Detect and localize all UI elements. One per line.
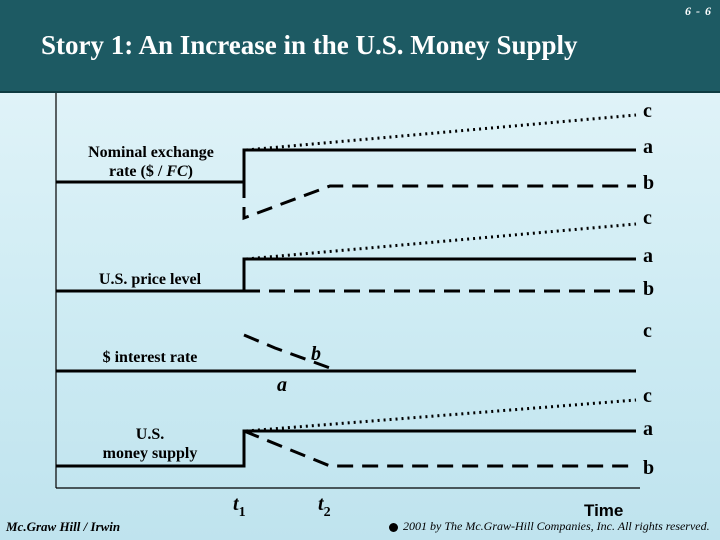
- money-supply-path-c: [246, 400, 636, 431]
- interest-rate-curve-c: c: [643, 320, 652, 342]
- exchange-rate-curve-c: c: [643, 100, 652, 122]
- publisher-label: Mc.Graw Hill / Irwin: [6, 519, 121, 534]
- money-supply-panel: [56, 385, 654, 479]
- price-level-curve-c: c: [643, 207, 652, 229]
- price-level-curve-b: b: [643, 278, 655, 300]
- interest-rate-panel: [56, 320, 652, 396]
- exchange-rate-curve-b: b: [643, 172, 655, 194]
- copyright-text: 2001 by The Mc.Graw-Hill Companies, Inc. All rights reserved.: [403, 519, 710, 533]
- copyright-icon: [389, 523, 398, 532]
- money-supply-curve-b: b: [643, 457, 655, 479]
- t1-label: $t_1$: [233, 493, 246, 520]
- interest-rate-curve-a: a: [277, 374, 287, 396]
- exchange-rate-curve-a: a: [643, 136, 653, 158]
- price-level-curve-a: a: [643, 245, 653, 267]
- time-label: Time: [584, 501, 624, 520]
- interest-rate-label: $ interest rate: [102, 349, 198, 366]
- copyright-notice: [389, 519, 710, 534]
- exchange-rate-label-line2: rate ($ / FC): [109, 163, 193, 180]
- money-supply-path-b: [244, 431, 636, 466]
- money-supply-label-line2: money supply: [102, 445, 198, 462]
- exchange-rate-panel: [56, 100, 654, 218]
- slide-title: Story 1: An Increase in the U.S. Money Supply: [41, 30, 578, 60]
- money-supply-curve-c: c: [643, 385, 652, 407]
- page-number: 6 - 6: [685, 4, 712, 18]
- price-level-panel: [56, 207, 654, 300]
- t2-label: $t_2$: [318, 493, 331, 520]
- price-level-path-c: [246, 224, 636, 259]
- exchange-rate-path-c: [246, 115, 636, 150]
- money-supply-label-line1: U.S.: [135, 426, 165, 443]
- price-level-label: U.S. price level: [98, 271, 202, 288]
- interest-rate-curve-b: b: [311, 343, 321, 365]
- exchange-rate-path-b: [244, 182, 636, 218]
- exchange-rate-label-line1: Nominal exchange: [88, 144, 214, 161]
- money-supply-curve-a: a: [643, 418, 653, 440]
